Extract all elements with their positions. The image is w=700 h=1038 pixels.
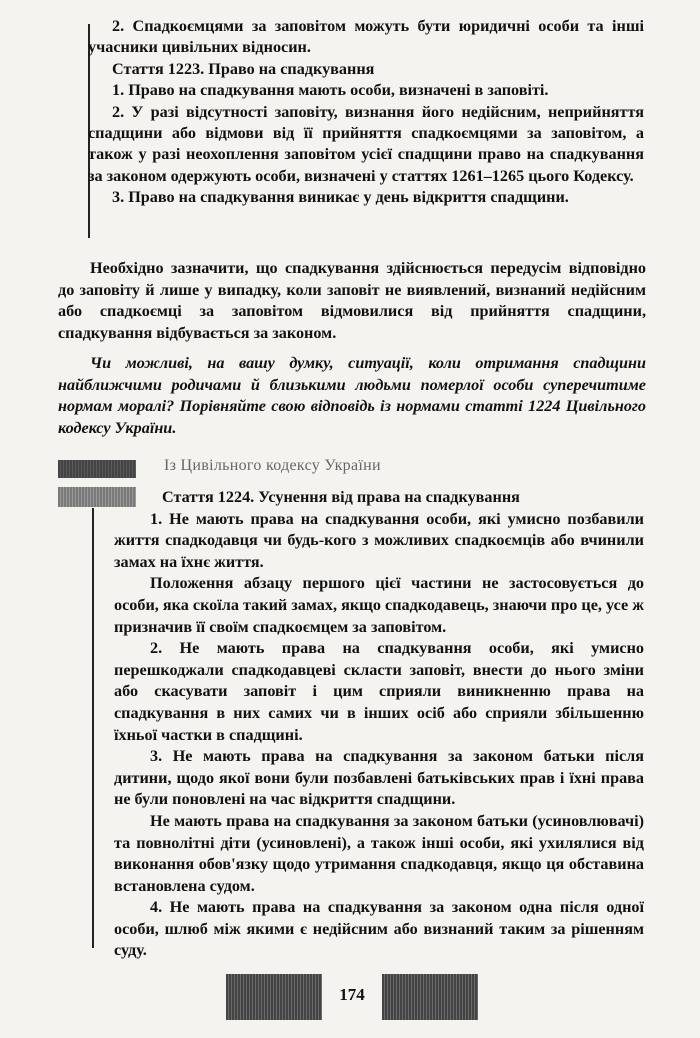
quote-paragraph: 4. Не мають права на спадкування за законом одна після одної особи, шлюб між якими є недійсним або визнаний таким за рішенням суду. bbox=[114, 898, 644, 960]
footer-bar-right bbox=[382, 974, 478, 1020]
discussion-question bbox=[58, 353, 646, 439]
footer-bar-left bbox=[226, 974, 322, 1020]
civil-code-quote-bottom bbox=[114, 487, 644, 962]
source-marker-bar bbox=[58, 460, 136, 478]
quote-paragraph: 2. Не мають права на спадкування особи, які умисно перешкоджали спадкодавцеві скласти заповіт, внести до нього зміни або скасувати заповіт і цим сприяли виникненню права на спадкування в них самих чи в інших осіб або сприяли збільшенню їхньої частки в спадщині. bbox=[114, 639, 644, 744]
quote-paragraph: Не мають права на спадкування за законом батьки (усиновлювачі) та повнолітні діти (усиновлені), а також інші особи, які ухилялися від виконання обов'язку щодо утримання спадкодавця, якщо ця обставина встановлена судом. bbox=[114, 811, 644, 895]
question-paragraph: Чи можливі, на вашу думку, ситуації, коли отримання спадщини найближчими родичами й близькими людьми померлої особи суперечитиме нормам моралі? Порівняйте свою відповідь із нормами статті 1224 Цивільного кодексу України. bbox=[58, 354, 646, 437]
quote-paragraph: 1. Не мають права на спадкування особи, які умисно позбавили життя спадкодавця чи будь-кого з можливих спадкоємців або вчинили замах на їхнє життя. bbox=[114, 509, 644, 571]
source-title: Із Цивільного кодексу України bbox=[164, 457, 381, 474]
civil-code-quote-top bbox=[88, 16, 644, 209]
quote-paragraph: 3. Не мають права на спадкування за законом батьки після дитини, щодо якої вони були позбавлені батьківських прав і їхні права не були поновлені на час відкриття спадщини. bbox=[114, 747, 644, 809]
body-paragraph: Необхідно зазначити, що спадкування здійснюється передусім відповідно до заповіту й лише у випадку, коли заповіт не виявлений, визнаний недійсним або спадкоємці за заповітом відмовилися від прийняття спадщини, спадкування відбувається за законом. bbox=[58, 259, 646, 342]
article-1224-title: Стаття 1224. Усунення від права на спадкування bbox=[162, 488, 520, 506]
quote-paragraph: 3. Право на спадкування виникає у день відкриття спадщини. bbox=[112, 188, 569, 207]
quote-paragraph: 2. Спадкоємцями за заповітом можуть бути юридичні особи та інші учасники цивільних відносин. bbox=[88, 17, 644, 57]
quote-left-rule bbox=[92, 508, 94, 948]
body-text bbox=[58, 258, 646, 344]
page-number: 174 bbox=[339, 985, 365, 1004]
quote-paragraph: 1. Право на спадкування мають особи, визначені в заповіті. bbox=[112, 81, 549, 100]
quote-paragraph: 2. У разі відсутності заповіту, визнання його недійсним, неприйняття спадщини або відмови від її прийняття спадкоємцями за заповітом, а також у разі неохоплення заповітом усієї спадщини право на спадкування за законом одержують особи, визначені у статтях 1261–1265 цього Кодексу. bbox=[88, 102, 644, 185]
article-1223-title: Стаття 1223. Право на спадкування bbox=[112, 59, 375, 78]
quote-paragraph: Положення абзацу першого цієї частини не застосовується до особи, яка скоїла такий замах, якщо спадкодавець, знаючи про це, усе ж призначив її своїм спадкоємцем за заповітом. bbox=[114, 574, 644, 636]
